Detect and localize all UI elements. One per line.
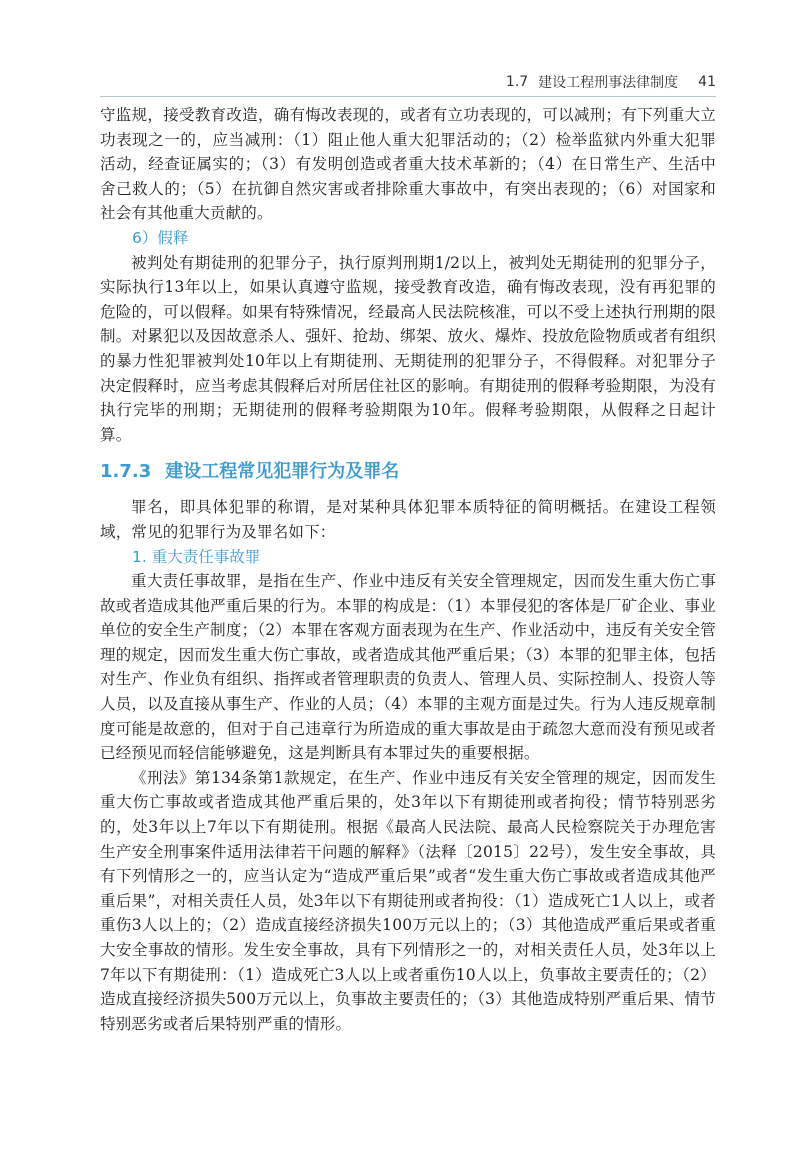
paragraph-criminal-law-article-134: 《刑法》第134条第1款规定，在生产、作业中违反有关安全管理的规定，因而发生重大伤亡事故或者造成其他严重后果的，处3年以下有期徒刑或者拘役；情节特别恶劣的，处3年以上7年以下有期徒刑。根据《最高人民法院、最高人民检察院关于办理危害生产安全刑事案件适用法律若干问题的解释》（法释〔2015〕22号），发生安全事故，具有下列情形之一的，应当认定为“造成严重后果”或者“发生重大伤亡事故或者造成其他严重后果”，对相关责任人员，处3年以下有期徒刑或者拘役：（1）造成死亡1人以上，或者重伤3人以上的；（2）造成直接经济损失100万元以上的；（3）其他造成严重后果或者重大安全事故的情形。发生安全事故，具有下列情形之一的，对相关责任人员，处3年以上7年以下有期徒刑：（1）造成死亡3人以上或者重伤10人以上，负事故主要责任的；（2）造成直接经济损失500万元以上，负事故主要责任的；（3）其他造成特别严重后果、情节特别恶劣或者后果特别严重的情形。	[100, 768, 716, 1033]
subheading-major-accident-crime: 1. 重大责任事故罪	[132, 547, 261, 566]
header-section-number: 1.7	[505, 74, 529, 90]
paragraph-major-accident-definition: 重大责任事故罪，是指在生产、作业中违反有关安全管理规定，因而发生重大伤亡事故或者造成其他严重后果的行为。本罪的构成是：（1）本罪侵犯的客体是厂矿企业、事业单位的安全生产制度；（2）本罪在客观方面表现为在生产、作业活动中，违反有关安全管理的规定，因而发生重大伤亡事故，或者造成其他严重后果；（3）本罪的犯罪主体，包括对生产、作业负有组织、指挥或者管理职责的负责人、管理人员、实际控制人、投资人等人员，以及直接从事生产、作业的人员；（4）本罪的主观方面是过失。行为人违反规章制度可能是故意的，但对于自己违章行为所造成的重大事故是由于疏忽大意而没有预见或者已经预见而轻信能够避免，这是判断具有本罪过失的重要根据。	[100, 572, 716, 763]
paragraph-commutation-continued: 守监规，接受教育改造，确有悔改表现的，或者有立功表现的，可以减刑；有下列重大立功表现之一的，应当减刑：（1）阻止他人重大犯罪活动的；（2）检举监狱内外重大犯罪活动，经查证属实的；（3）有发明创造或者重大技术革新的；（4）在日常生产、生活中舍己救人的；（5）在抗御自然灾害或者排除重大事故中，有突出表现的；（6）对国家和社会有其他重大贡献的。	[100, 106, 716, 223]
section-number: 1.7.3	[100, 461, 152, 483]
section-title: 建设工程常见犯罪行为及罪名	[165, 461, 400, 483]
header-chapter-title: 建设工程刑事法律制度	[538, 75, 679, 91]
subheading-parole: 6）假释	[132, 228, 189, 247]
paragraph-parole: 被判处有期徒刑的犯罪分子，执行原判刑期1/2以上，被判处无期徒刑的犯罪分子，实际执行13年以上，如果认真遵守监规，接受教育改造，确有悔改表现，没有再犯罪的危险的，可以假释。如果有特殊情况，经最高人民法院核准，可以不受上述执行刑期的限制。对累犯以及因故意杀人、强奸、抢劫、绑架、放火、爆炸、投放危险物质或者有组织的暴力性犯罪被判处10年以上有期徒刑、无期徒刑的犯罪分子，不得假释。对犯罪分子决定假释时，应当考虑其假释后对所居住社区的影响。有期徒刑的假释考验期限，为没有执行完毕的刑期；无期徒刑的假释考验期限为10年。假释考验期限，从假释之日起计算。	[100, 253, 716, 444]
paragraph-crime-names-intro: 罪名，即具体犯罪的称谓，是对某种具体犯罪本质特征的简明概括。在建设工程领域，常见的犯罪行为及罪名如下：	[100, 498, 716, 541]
page-number: 41	[698, 74, 716, 90]
running-header	[100, 70, 716, 94]
page-body	[100, 103, 716, 1036]
section-heading	[100, 457, 716, 487]
header-rule	[100, 96, 716, 97]
